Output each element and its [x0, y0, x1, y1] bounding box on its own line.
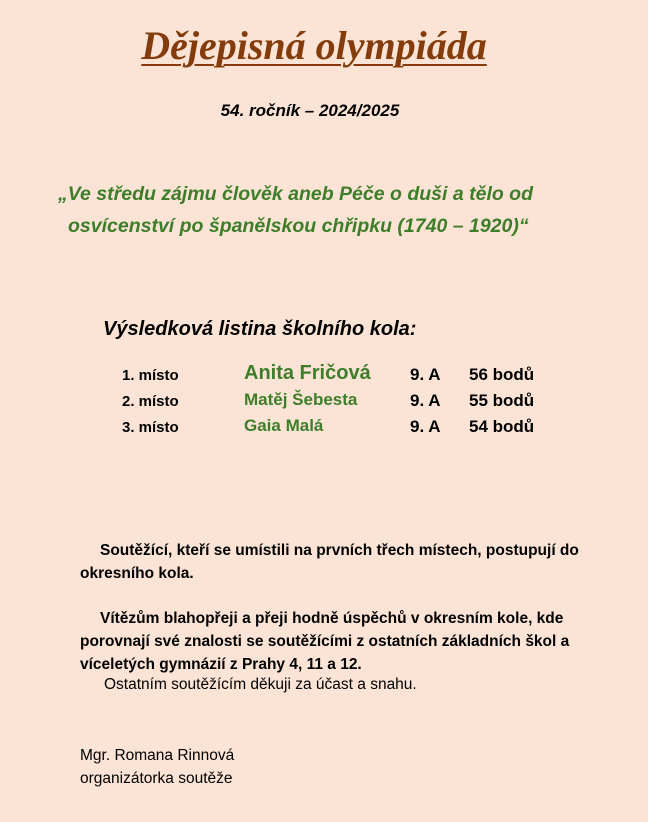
- result-row: [122, 414, 562, 440]
- theme-line-2: osvícenství po španělskou chřipku (1740 – 1920)“: [68, 215, 529, 237]
- result-place: 3. místo: [122, 419, 179, 436]
- document-title: Dějepisná olympiáda: [141, 23, 487, 68]
- advance-paragraph: [80, 539, 620, 585]
- congrats-paragraph: [80, 607, 620, 676]
- result-row: [122, 388, 562, 414]
- edition-subtitle: 54. ročník – 2024/2025: [220, 101, 400, 120]
- theme-line-1: „Ve středu zájmu člověk aneb Péče o duši a tělo od: [58, 183, 534, 205]
- result-class: 9. A: [410, 391, 441, 410]
- thanks-paragraph: Ostatním soutěžícím děkuji za účast a snahu.: [104, 676, 417, 693]
- signature-name: Mgr. Romana Rinnová: [80, 747, 235, 764]
- theme-quote: [58, 178, 618, 242]
- result-class: 9. A: [410, 417, 441, 436]
- results-heading: Výsledková listina školního kola:: [103, 318, 417, 340]
- congrats-text: Vítězům blahopřeji a přeji hodně úspěchů v okresním kole, kde porovnají své znalosti se soutěžícími z ostatních základních škol a víceletých gymnázií z Prahy 4, 11 a 12.: [80, 610, 570, 673]
- result-name: Matěj Šebesta: [244, 390, 358, 409]
- result-points: 54 bodů: [469, 417, 535, 436]
- signature-block: [80, 744, 234, 790]
- signature-role: organizátorka soutěže: [80, 770, 233, 787]
- result-class: 9. A: [410, 365, 441, 384]
- result-points: 56 bodů: [469, 365, 535, 384]
- result-name: Anita Fričová: [244, 362, 371, 384]
- result-place: 1. místo: [122, 367, 179, 384]
- advance-text: Soutěžící, kteří se umístili na prvních třech místech, postupují do okresního kola.: [80, 542, 579, 582]
- result-place: 2. místo: [122, 393, 179, 410]
- result-row: [122, 362, 562, 388]
- results-list: [122, 362, 562, 440]
- result-points: 55 bodů: [469, 391, 535, 410]
- result-name: Gaia Malá: [244, 416, 324, 435]
